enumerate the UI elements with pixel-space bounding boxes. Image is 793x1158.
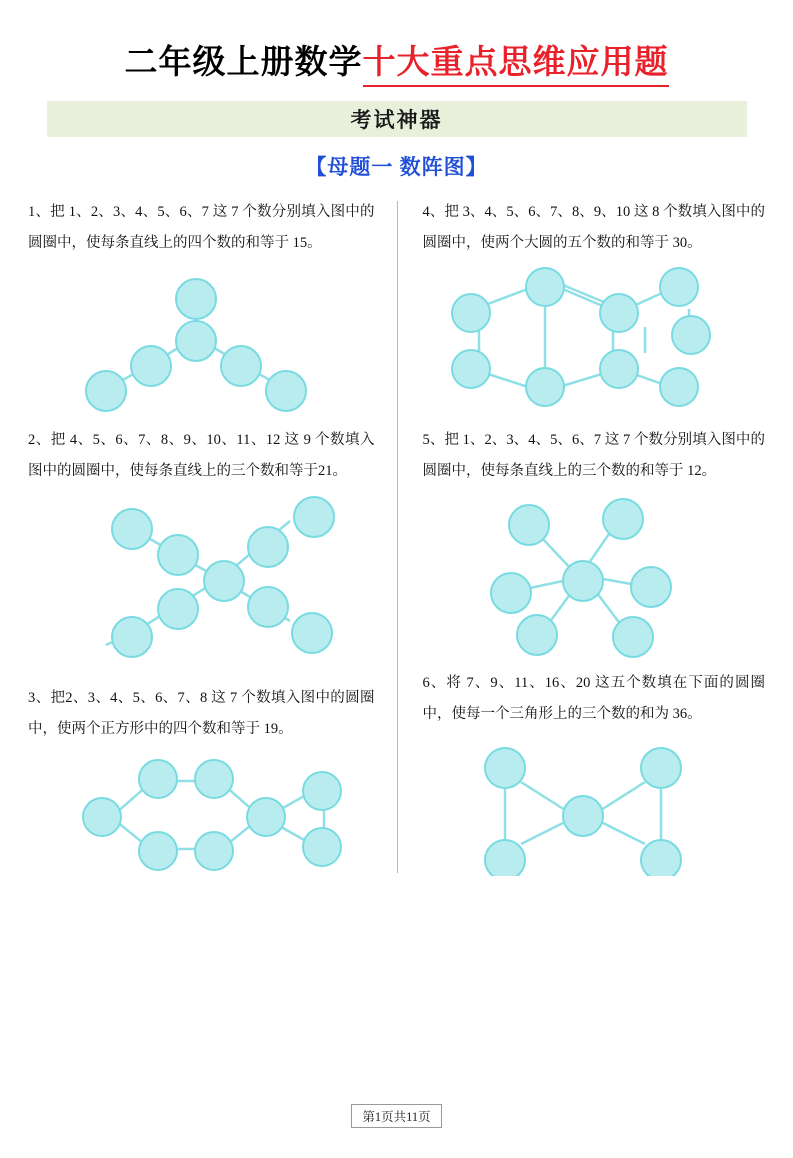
figure-x-shape-9-circles — [28, 493, 375, 673]
figure-star-7-circles — [423, 493, 766, 658]
problem-6-text: 6、将 7、9、11、16、20 这五个数填在下面的圆圈中，使每一个三角形上的三个数的和为 36。 — [422, 675, 765, 722]
problem-3 — [28, 683, 375, 881]
problem-1-text: 1、把 1、2、3、4、5、6、7 这 7 个数分别填入图中的圆圈中，使每条直线上的四个数的和等于 15。 — [28, 204, 375, 251]
column-divider — [397, 201, 398, 873]
problem-1 — [28, 197, 375, 415]
figure-bowtie-5-circles — [423, 736, 766, 876]
left-column — [28, 197, 397, 891]
section-heading: 【母题一 数阵图】 — [305, 155, 488, 179]
figure-two-squares-7-circles — [28, 751, 375, 881]
page-title — [28, 36, 765, 87]
problem-2 — [28, 425, 375, 673]
page-footer — [0, 1104, 793, 1128]
right-column — [397, 197, 766, 891]
title-red-part: 十大重点思维应用题 — [363, 36, 669, 87]
title-black-part: 二年级上册数学 — [124, 45, 363, 81]
problem-2-text: 2、把 4、5、6、7、8、9、10、11、12 这 9 个数填入图中的圆圈中，使每条直线上的三个数和等于21。 — [28, 432, 375, 479]
problem-4 — [423, 197, 766, 415]
problem-4-text: 4、把 3、4、5、6、7、8、9、10 这 8 个数填入图中的圆圈中，使两个大圆的五个数的和等于 30。 — [422, 204, 765, 251]
figure-two-rings-8-circles — [423, 265, 766, 415]
content-columns — [28, 197, 765, 891]
problem-3-text: 3、把2、3、4、5、6、7、8 这 7 个数填入图中的圆圈中，使两个正方形中的四个数和等于 19。 — [28, 690, 375, 737]
problem-6 — [423, 668, 766, 876]
problem-5 — [423, 425, 766, 658]
problem-5-text: 5、把 1、2、3、4、5、6、7 这 7 个数分别填入图中的圆圈中，使每条直线上的三个数的和等于 12。 — [422, 432, 765, 479]
figure-cross-7-circles — [28, 265, 375, 415]
document-page — [0, 36, 793, 1158]
page-number: 第1页共11页 — [351, 1104, 441, 1128]
banner-text: 考试神器 — [350, 108, 443, 132]
banner — [47, 101, 747, 137]
